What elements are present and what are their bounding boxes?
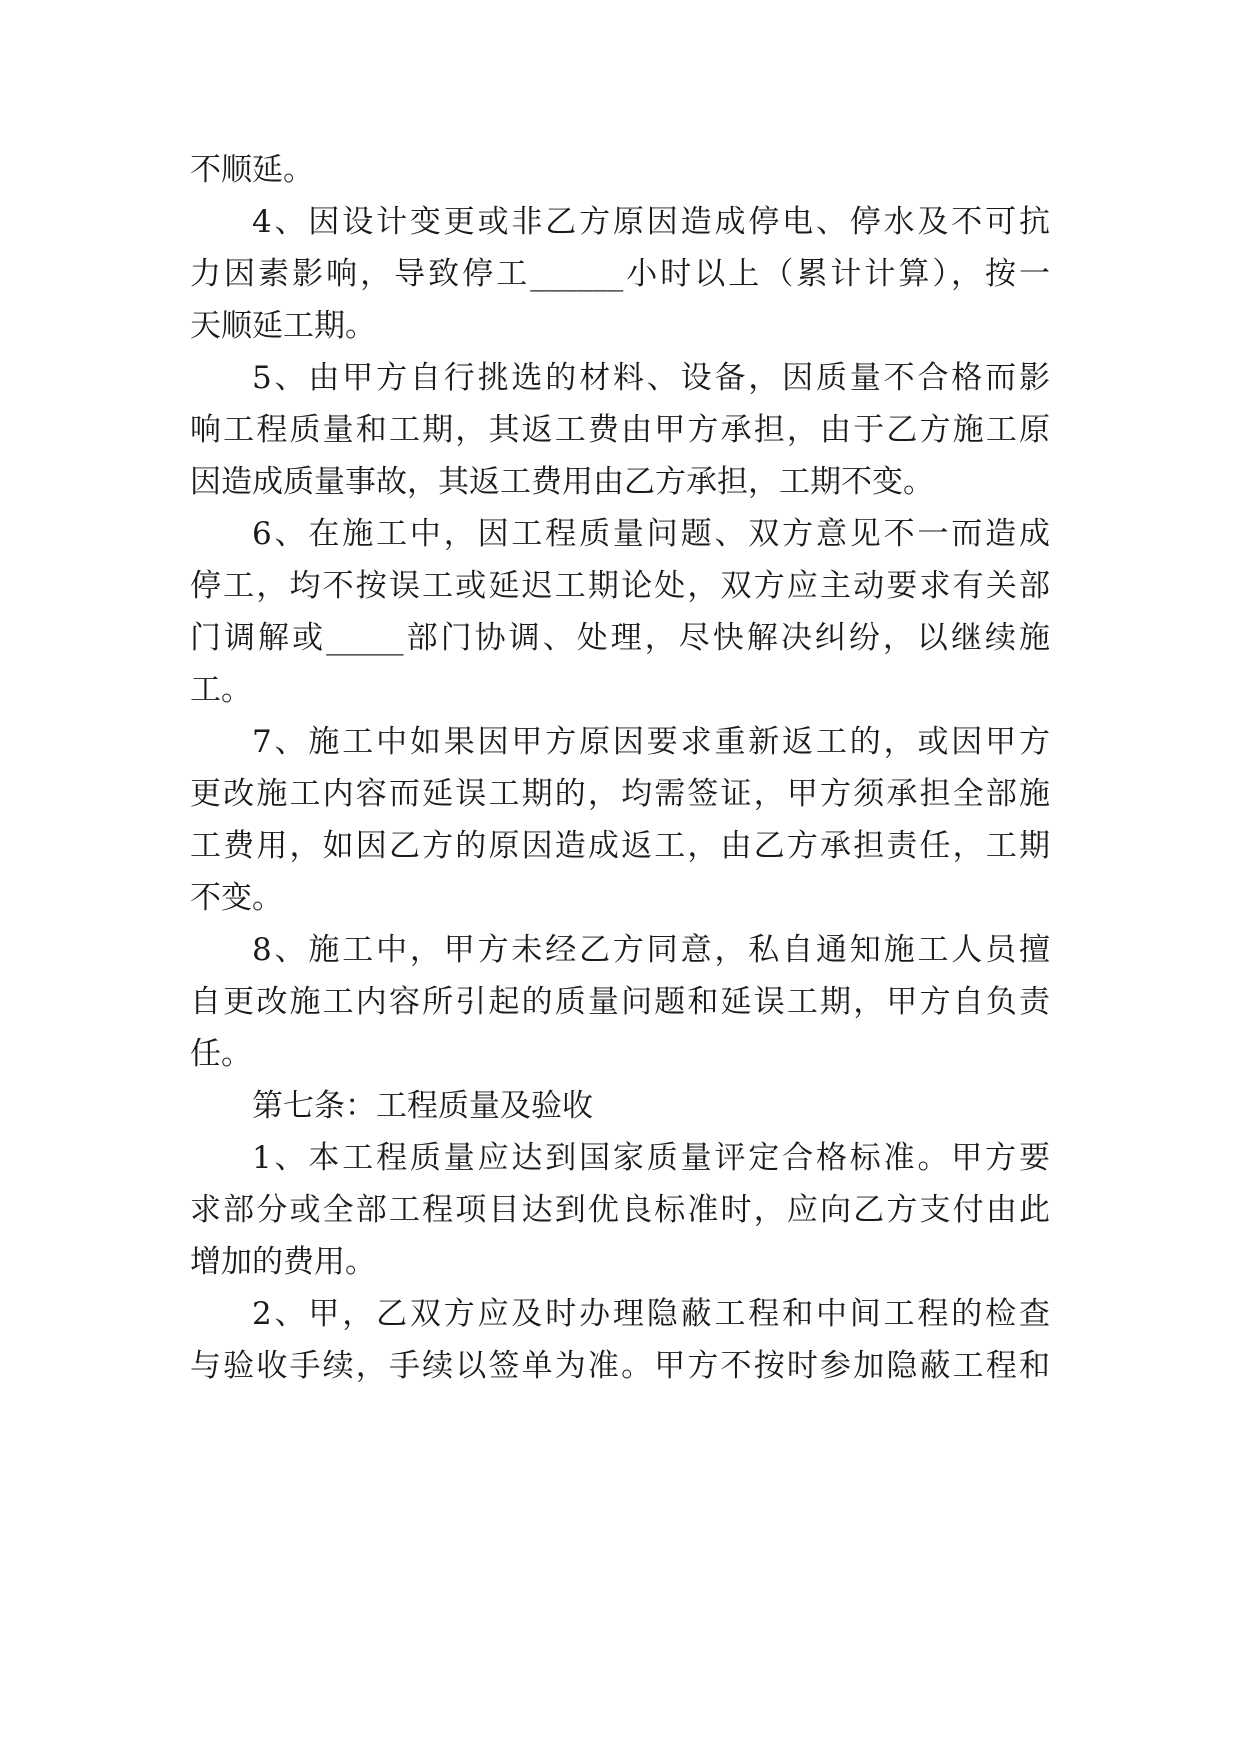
text-line: 响工程质量和工期，其返工费由甲方承担，由于乙方施工原 — [190, 412, 1050, 448]
text-line: 门调解或_____部门协调、处理，尽快解决纠纷，以继续施 — [190, 620, 1050, 656]
text-line: 与验收手续，手续以签单为准。甲方不按时参加隐蔽工程和 — [190, 1348, 1050, 1384]
text-line: 7、施工中如果因甲方原因要求重新返工的，或因甲方 — [252, 724, 1050, 760]
text-line: 1、本工程质量应达到国家质量评定合格标准。甲方要 — [252, 1140, 1050, 1176]
text-line: 不顺延。 — [190, 152, 314, 188]
text-line: 任。 — [190, 1036, 252, 1072]
text-line: 自更改施工内容所引起的质量问题和延误工期，甲方自负责 — [190, 984, 1050, 1020]
text-line: 工费用，如因乙方的原因造成返工，由乙方承担责任，工期 — [190, 828, 1050, 864]
text-line: 6、在施工中，因工程质量问题、双方意见不一而造成 — [252, 516, 1050, 552]
text-line: 天顺延工期。 — [190, 308, 376, 344]
text-line: 力因素影响，导致停工______小时以上（累计计算），按一 — [190, 256, 1050, 292]
text-line: 2、甲，乙双方应及时办理隐蔽工程和中间工程的检查 — [252, 1296, 1050, 1332]
text-line: 更改施工内容而延误工期的，均需签证，甲方须承担全部施 — [190, 776, 1050, 812]
text-line: 因造成质量事故，其返工费用由乙方承担，工期不变。 — [190, 464, 934, 500]
text-line: 5、由甲方自行挑选的材料、设备，因质量不合格而影 — [252, 360, 1050, 396]
text-line: 工。 — [190, 672, 252, 708]
text-line: 停工，均不按误工或延迟工期论处，双方应主动要求有关部 — [190, 568, 1050, 604]
text-line: 8、施工中，甲方未经乙方同意，私自通知施工人员擅 — [252, 932, 1050, 968]
text-line: 4、因设计变更或非乙方原因造成停电、停水及不可抗 — [252, 204, 1050, 240]
text-line: 求部分或全部工程项目达到优良标准时，应向乙方支付由此 — [190, 1192, 1050, 1228]
text-line: 增加的费用。 — [190, 1244, 376, 1280]
text-line: 不变。 — [190, 880, 283, 916]
section-heading: 第七条：工程质量及验收 — [252, 1088, 593, 1124]
